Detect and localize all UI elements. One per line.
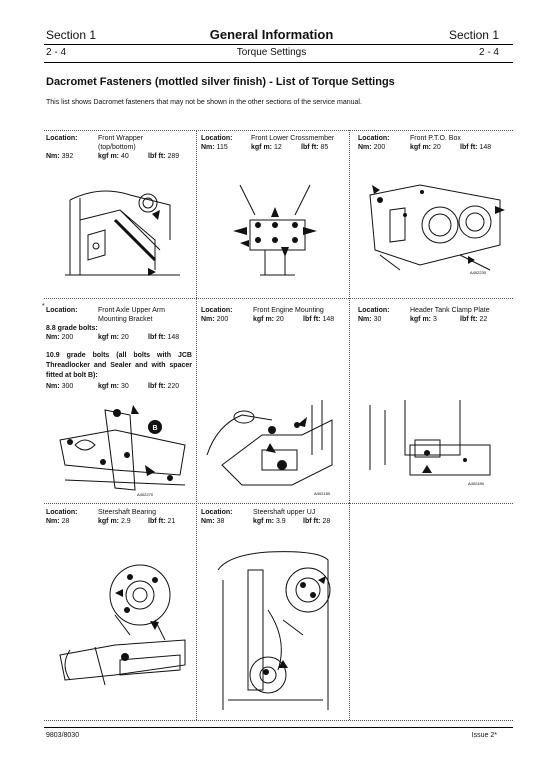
location-label: Location:	[358, 135, 390, 142]
figure-ref: A402270	[137, 492, 154, 497]
lbfft-label: lbf ft:	[460, 316, 478, 323]
document-number: 9803/8030	[46, 732, 80, 739]
grid-col-line-2b	[349, 503, 350, 720]
kgfm-label: kgf m:	[98, 518, 119, 525]
figure-ref: A402490	[468, 481, 485, 486]
front-axle-diagram	[55, 400, 190, 498]
lbfft-value: 85	[320, 144, 329, 151]
location-value: Front Lower Crossmember	[251, 135, 335, 142]
grade-label-8-8: 8.8 grade bolts:	[46, 325, 98, 332]
lbfft-value: 21	[167, 518, 176, 525]
lbfft-value: 148	[479, 144, 492, 151]
nm-value: 30	[373, 316, 382, 323]
section-label-right: Section 1	[448, 28, 499, 42]
nm-value-2: 300	[61, 383, 74, 390]
kgfm-label: kgf m:	[253, 518, 274, 525]
lbfft-label: lbf ft:	[303, 316, 321, 323]
grid-line-top	[44, 130, 513, 131]
nm-value: 28	[61, 518, 70, 525]
steershaft-bearing-diagram	[55, 555, 195, 705]
torque-cell-front-pto-box	[358, 134, 508, 164]
bolt-b-marker: B	[152, 425, 158, 432]
location-label: Location:	[46, 135, 78, 142]
nm-label: Nm:	[201, 144, 215, 151]
nm-label: Nm:	[46, 383, 60, 390]
kgfm-label: kgf m:	[253, 316, 274, 323]
nm-value: 38	[216, 518, 225, 525]
nm-value: 200	[216, 316, 229, 323]
nm-label: Nm:	[46, 518, 60, 525]
grid-line-bottom	[44, 720, 513, 721]
lbfft-label: lbf ft:	[148, 334, 166, 341]
intro-text: This list shows Dacromet fasteners that may not be shown in the other sections of the service manual.	[46, 99, 362, 106]
lbfft-label: lbf ft:	[148, 518, 166, 525]
location-label: Location:	[201, 307, 233, 314]
location-label: Location:	[46, 307, 78, 314]
torque-cell-steershaft-upper-uj	[201, 508, 347, 538]
kgfm-value-2: 30	[120, 383, 129, 390]
kgfm-label: kgf m:	[98, 153, 119, 160]
page-subtitle: Torque Settings	[236, 47, 307, 58]
lbfft-value: 289	[167, 153, 180, 160]
location-label: Location:	[201, 509, 233, 516]
grid-line-row3	[44, 503, 513, 504]
location-value: Header Tank Clamp Plate	[410, 307, 490, 314]
pto-box-diagram	[360, 180, 510, 275]
lbfft-label: lbf ft:	[303, 518, 321, 525]
kgfm-value: 20	[120, 334, 129, 341]
lbfft-value: 28	[322, 518, 331, 525]
nm-label: Nm:	[201, 316, 215, 323]
grid-line-row2	[44, 298, 513, 299]
location-value: Front Axle Upper Arm	[98, 307, 165, 314]
torque-cell-header-tank-clamp	[358, 306, 508, 336]
section-label-left: Section 1	[46, 28, 97, 42]
page-title: General Information	[209, 27, 334, 42]
torque-cell-front-axle-upper-arm	[46, 306, 194, 396]
nm-value: 392	[61, 153, 74, 160]
kgfm-label: kgf m:	[98, 383, 119, 390]
location-value: Steershaft upper UJ	[253, 509, 316, 516]
location-value-line2: (top/bottom)	[98, 144, 136, 151]
figure-ref: A402230	[470, 270, 487, 275]
torque-cell-steershaft-bearing	[46, 508, 194, 538]
kgfm-label: kgf m:	[410, 144, 431, 151]
lbfft-value: 148	[167, 334, 180, 341]
crossmember-diagram	[225, 185, 325, 280]
nm-label: Nm:	[358, 316, 372, 323]
kgfm-label: kgf m:	[410, 316, 431, 323]
page-number-right: 2 - 4	[478, 47, 499, 58]
torque-cell-front-engine-mounting	[201, 306, 347, 336]
kgfm-value: 3.9	[275, 518, 286, 525]
nm-label: Nm:	[358, 144, 372, 151]
nm-value: 115	[216, 144, 228, 151]
torque-cell-front-lower-crossmember	[201, 134, 347, 164]
location-value: Steershaft Bearing	[98, 509, 156, 516]
lbfft-value-2: 220	[167, 383, 180, 390]
location-label: Location:	[201, 135, 233, 142]
kgfm-value: 12	[273, 144, 282, 151]
location-label: Location:	[358, 307, 390, 314]
engine-mounting-diagram	[202, 395, 347, 500]
location-value: Front P.T.O. Box	[410, 135, 461, 142]
location-label: Location:	[46, 509, 78, 516]
document-heading: Dacromet Fasteners (mottled silver finish) - List of Torque Settings	[46, 76, 395, 88]
figure-ref: A402150	[314, 491, 331, 496]
nm-label: Nm:	[201, 518, 215, 525]
nm-value: 200	[61, 334, 74, 341]
front-wrapper-diagram	[60, 180, 190, 280]
kgfm-value: 2.9	[120, 518, 131, 525]
header-rule	[44, 44, 513, 45]
nm-label: Nm:	[46, 334, 60, 341]
lbfft-value: 148	[322, 316, 335, 323]
grid-col-line-1	[196, 130, 197, 720]
nm-label: Nm:	[46, 153, 60, 160]
lbfft-label: lbf ft:	[148, 383, 166, 390]
kgfm-label: kgf m:	[98, 334, 119, 341]
kgfm-label: kgf m:	[251, 144, 272, 151]
kgfm-value: 20	[432, 144, 441, 151]
torque-cell-front-wrapper	[46, 134, 194, 164]
lbfft-label: lbf ft:	[148, 153, 166, 160]
lbfft-label: lbf ft:	[301, 144, 319, 151]
kgfm-value: 40	[120, 153, 129, 160]
grid-col-line-2	[349, 130, 350, 503]
issue-number: Issue 2*	[471, 732, 497, 739]
kgfm-value: 3	[432, 316, 437, 323]
location-value: Front Wrapper	[98, 135, 143, 142]
subheader-rule	[44, 62, 513, 63]
grade-label-10-9: 10.9 grade bolts (all bolts with JCB Threadlocker and Sealer and with spacer fitted at bolt B):	[46, 352, 192, 379]
location-value: Front Engine Mounting	[253, 307, 324, 314]
lbfft-value: 22	[479, 316, 488, 323]
steershaft-uj-diagram	[208, 540, 343, 715]
page-number-left: 2 - 4	[46, 47, 67, 58]
nm-value: 200	[373, 144, 386, 151]
location-value-line2: Mounting Bracket	[98, 316, 153, 323]
asterisk-marker: *	[42, 303, 45, 310]
footer-rule	[44, 727, 513, 728]
kgfm-value: 20	[275, 316, 284, 323]
lbfft-label: lbf ft:	[460, 144, 478, 151]
header-tank-diagram	[360, 395, 505, 490]
